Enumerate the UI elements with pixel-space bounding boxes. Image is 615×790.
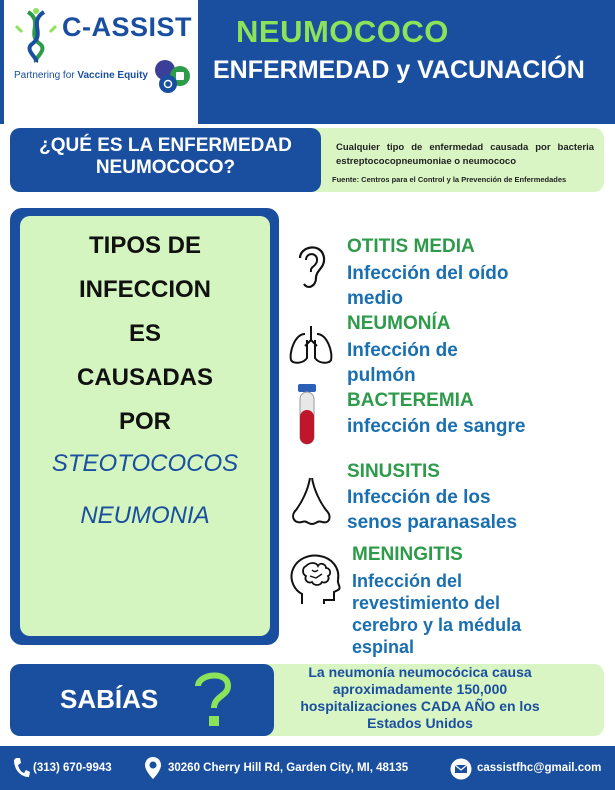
- logo-tagline-bold: Vaccine Equity: [77, 70, 148, 81]
- condition-desc-sinusitis-line-1: Infección de los: [347, 487, 491, 508]
- question-source: Fuente: Centros para el Control y la Prevención de Enfermedades: [332, 175, 567, 184]
- email-icon: [450, 758, 472, 780]
- types-line-4: CAUSADAS: [76, 364, 213, 391]
- condition-desc-meningitis: [352, 570, 521, 658]
- logo-name: C-ASSIST: [62, 12, 193, 42]
- sabias-text-line-3: hospitalizaciones CADA AÑO en los: [300, 698, 540, 714]
- condition-title-bacteremia: BACTEREMIA: [347, 390, 474, 411]
- question-heading-line-2: NEUMOCOCO?: [95, 157, 236, 178]
- question-mark-icon: [188, 668, 238, 730]
- location-pin-icon: [144, 756, 162, 780]
- condition-desc-meningitis-line-3: cerebro y la médula: [352, 615, 522, 635]
- condition-desc-neumonia-line-1: Infección de: [347, 340, 458, 361]
- condition-desc-meningitis-line-1: Infección del: [352, 571, 463, 591]
- sabias-text-line-4: Estados Unidos: [367, 715, 473, 731]
- types-line-2: INFECCION: [79, 276, 211, 303]
- condition-title-otitis: OTITIS MEDIA: [347, 236, 475, 257]
- title-line-1: NEUMOCOCO: [236, 14, 449, 49]
- condition-desc-sinusitis: [347, 485, 517, 535]
- condition-desc-sinusitis-line-2: senos paranasales: [347, 512, 518, 533]
- condition-desc-meningitis-line-4: espinal: [352, 637, 415, 657]
- sabias-label: SABÍAS: [60, 684, 159, 714]
- dna-icon: [14, 6, 60, 64]
- title-line-2: ENFERMEDAD y VACUNACIÓN: [213, 56, 585, 84]
- condition-title-neumonia: NEUMONÍA: [347, 313, 451, 334]
- question-heading: [10, 135, 321, 179]
- lungs-icon: [287, 324, 335, 366]
- condition-title-meningitis: MENINGITIS: [352, 544, 463, 565]
- logo-tagline-prefix: Partnering for: [14, 70, 78, 81]
- footer-phone[interactable]: (313) 670-9943: [33, 762, 112, 774]
- types-line-3: ES: [128, 320, 161, 347]
- sabias-text-line-1: La neumonía neumocócica causa: [308, 664, 532, 680]
- question-description: Cualquier tipo de enfermedad causada por bacteria estreptococopneumoniae o neumococo: [336, 142, 594, 167]
- blood-tube-icon: [296, 384, 318, 450]
- condition-desc-otitis: [347, 261, 509, 311]
- condition-title-sinusitis: SINUSITIS: [347, 461, 440, 482]
- nose-icon: [288, 476, 334, 528]
- question-heading-line-1: ¿QUÉ ES LA ENFERMEDAD: [39, 135, 292, 156]
- vaccine-badge-icon: [152, 56, 192, 96]
- types-line-5: POR: [118, 408, 171, 435]
- ear-icon: [290, 240, 330, 292]
- brain-icon: [288, 552, 344, 606]
- types-italic-line-1: STEOTOCOCOS: [51, 450, 239, 477]
- sabias-text-line-2: aproximadamente 150,000: [332, 681, 508, 697]
- condition-desc-meningitis-line-2: revestimiento del: [352, 593, 501, 613]
- footer-address: 30260 Cherry Hill Rd, Garden City, MI, 48135: [168, 762, 409, 774]
- condition-desc-otitis-line-2: medio: [347, 288, 403, 309]
- condition-desc-neumonia: [347, 338, 458, 388]
- footer-email[interactable]: cassistfhc@gmail.com: [477, 762, 602, 774]
- types-line-1: TIPOS DE: [88, 232, 202, 259]
- condition-desc-bacteremia: [347, 414, 525, 439]
- types-italic-line-2: NEUMONIA: [80, 502, 210, 529]
- logo: [4, 0, 198, 124]
- condition-desc-neumonia-line-2: pulmón: [347, 365, 416, 386]
- sabias-text: [268, 664, 572, 732]
- condition-desc-otitis-line-1: Infección del oído: [347, 263, 509, 284]
- logo-tagline: [14, 70, 148, 81]
- phone-icon: [12, 757, 30, 779]
- condition-desc-bacteremia-line-1: infección de sangre: [347, 416, 526, 437]
